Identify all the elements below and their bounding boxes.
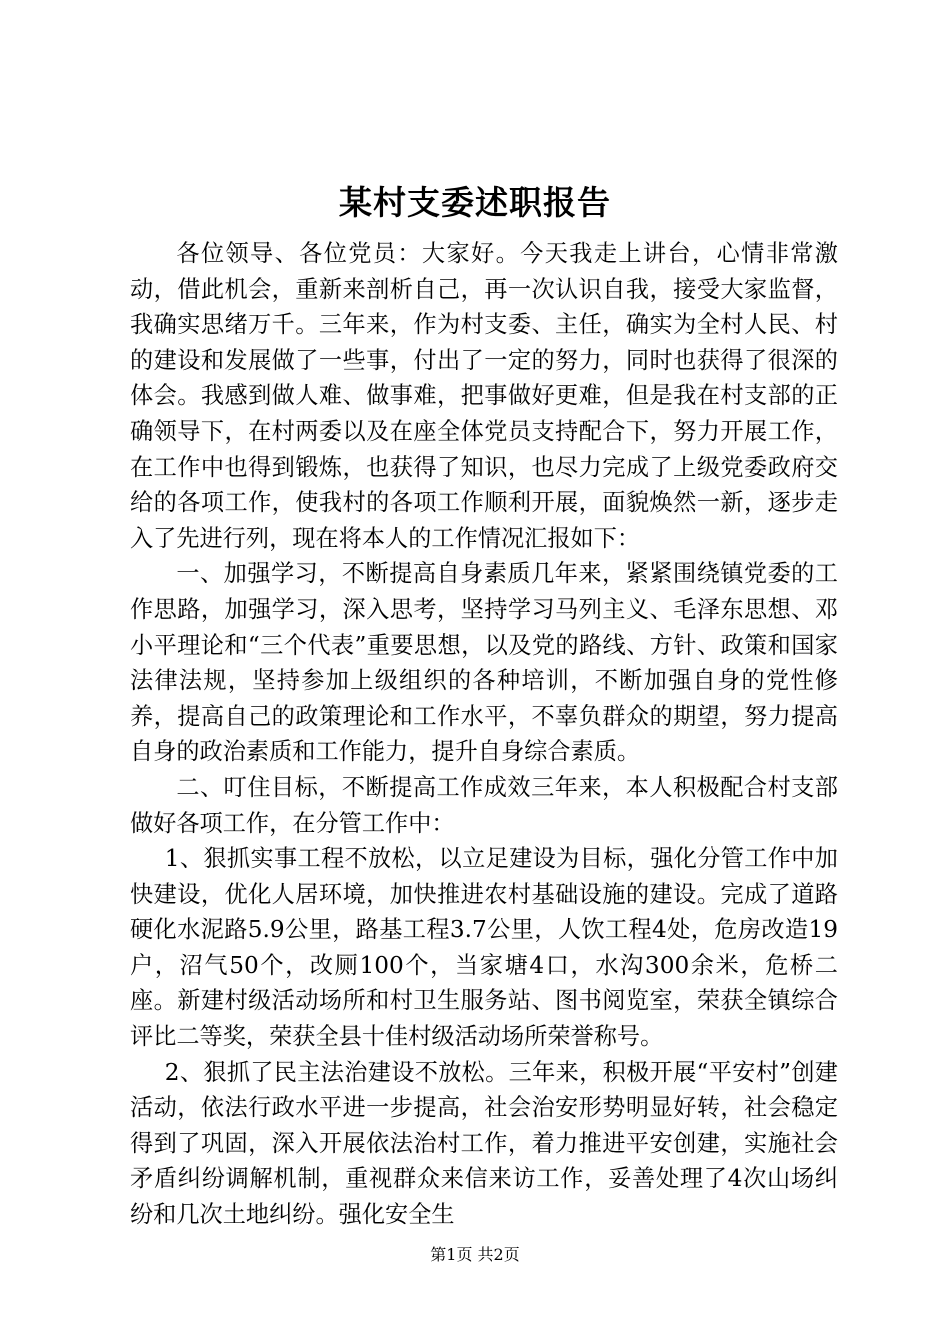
document-title: 某村支委述职报告 <box>339 183 611 222</box>
document-body <box>130 236 838 1233</box>
paragraph-section-2: 二、叮住目标，不断提高工作成效三年来，本人积极配合村支部做好各项工作，在分管工作中： <box>130 773 838 837</box>
page-number-footer: 第1页 共2页 <box>430 1245 520 1264</box>
paragraph-item-1: 1、狠抓实事工程不放松，以立足建设为目标，强化分管工作中加快建设，优化人居环境，加快推进农村基础设施的建设。完成了道路硬化水泥路5.9公里，路基工程3.7公里，人饮工程4处，危房改造19户，沼气50个，改厕100个，当家塘4口，水沟300余米，危桥二座。新建村级活动场所和村卫生服务站、图书阅览室，荣获全镇综合评比二等奖，荣获全县十佳村级活动场所荣誉称号。 <box>130 845 838 1051</box>
paragraph-intro: 各位领导、各位党员：大家好。今天我走上讲台，心情非常激动，借此机会，重新来剖析自己，再一次认识自我，接受大家监督，我确实思绪万千。三年来，作为村支委、主任，确实为全村人民、村的建设和发展做了一些事，付出了一定的努力，同时也获得了很深的体会。我感到做人难、做事难，把事做好更难，但是我在村支部的正确领导下，在村两委以及在座全体党员支持配合下，努力开展工作，在工作中也得到锻炼，也获得了知识，也尽力完成了上级党委政府交给的各项工作，使我村的各项工作顺利开展，面貌焕然一新，逐步走入了先进行列，现在将本人的工作情况汇报如下： <box>130 240 838 552</box>
paragraph-section-1: 一、加强学习，不断提高自身素质几年来，紧紧围绕镇党委的工作思路，加强学习，深入思考，坚持学习马列主义、毛泽东思想、邓小平理论和“三个代表”重要思想，以及党的路线、方针、政策和国家法律法规，坚持参加上级组织的各种培训，不断加强自身的党性修养，提高自己的政策理论和工作水平，不辜负群众的期望，努力提高自身的政治素质和工作能力，提升自身综合素质。 <box>130 560 838 766</box>
paragraph-item-2: 2、狠抓了民主法治建设不放松。三年来，积极开展“平安村”创建活动，依法行政水平进一步提高，社会治安形势明显好转，社会稳定得到了巩固，深入开展依法治村工作，着力推进平安创建，实施社会矛盾纠纷调解机制，重视群众来信来访工作，妥善处理了4次山场纠纷和几次土地纠纷。强化安全生 <box>130 1058 838 1229</box>
